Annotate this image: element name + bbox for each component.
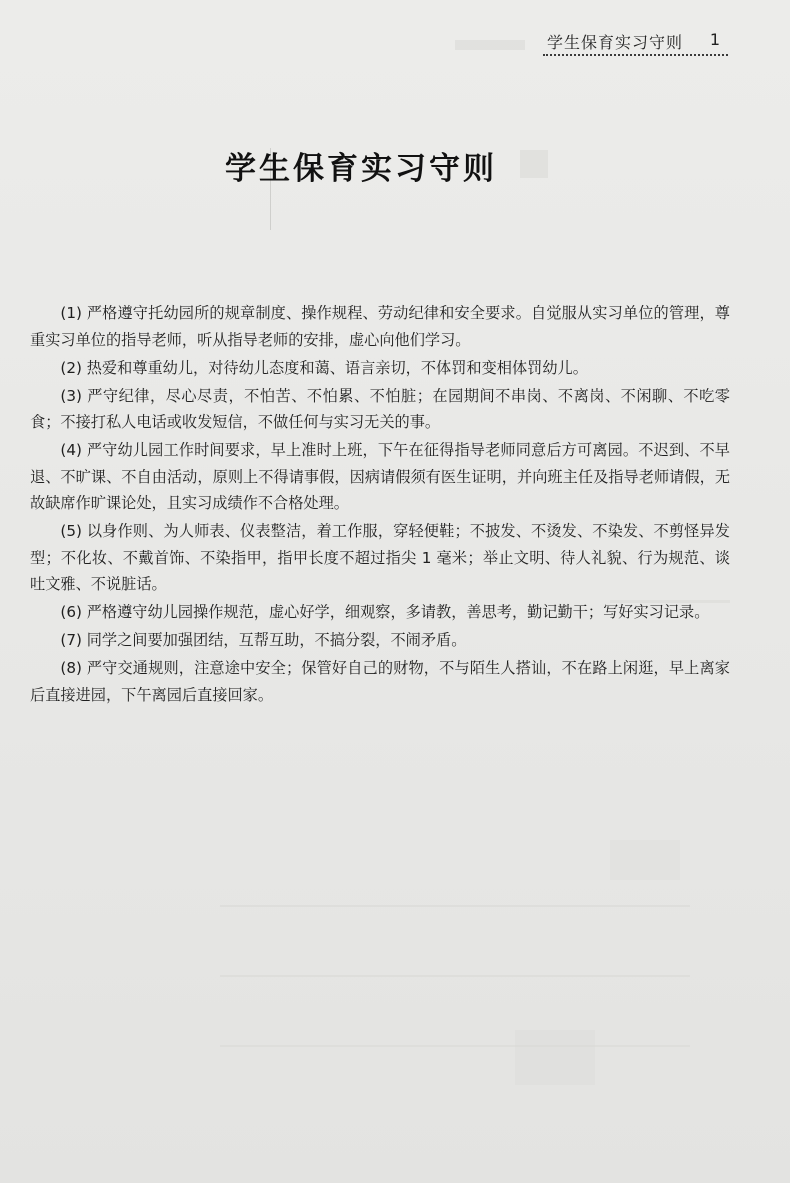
bleed-through-line xyxy=(220,975,690,977)
bleed-through-line xyxy=(220,905,690,907)
page-title-text: 学生保育实习守则 xyxy=(225,151,497,187)
bleed-through-line xyxy=(610,840,680,880)
bleed-through-line xyxy=(515,1030,595,1085)
rule-paragraph: (7) 同学之间要加强团结，互帮互助，不搞分裂，不闹矛盾。 xyxy=(60,631,467,649)
rule-paragraph: (2) 热爱和尊重幼儿，对待幼儿态度和蔼、语言亲切，不体罚和变相体罚幼儿。 xyxy=(60,358,588,377)
rule-paragraph: (8) 严守交通规则，注意途中安全；保管好自己的财物，不与陌生人搭讪，不在路上闲逛，早上离家后直接进园，下午离园后直接回家。 xyxy=(30,659,730,704)
rule-paragraph: (4) 严守幼儿园工作时间要求，早上准时上班，下午在征得指导老师同意后方可离园。不迟到、不早退、不旷课、不自由活动，原则上不得请事假，因病请假须有医生证明，并向班主任及指导老师请假，无故缺席作旷课论处，且实习成绩作不合格处理。 xyxy=(30,441,730,512)
page-title xyxy=(0,143,790,188)
bleed-through-line xyxy=(220,1045,690,1047)
page-number: 1 xyxy=(709,30,720,49)
rule-paragraph: (5) 以身作则、为人师表、仪表整洁，着工作服，穿轻便鞋；不披发、不烫发、不染发、不剪怪异发型；不化妆、不戴首饰、不染指甲，指甲长度不超过指尖 1 毫米；举止文明、待人礼貌、行为规范、谈吐文雅、不说脏话。 xyxy=(30,522,730,593)
rule-paragraph: (3) 严守纪律，尽心尽责，不怕苦、不怕累、不怕脏；在园期间不串岗、不离岗、不闲聊、不吃零食；不接打私人电话或收发短信，不做任何与实习无关的事。 xyxy=(30,386,730,431)
running-head xyxy=(543,26,728,56)
running-head-title: 学生保育实习守则 xyxy=(547,33,684,52)
rules-body xyxy=(30,300,730,710)
bleed-through-line xyxy=(455,40,525,50)
rule-paragraph: (1) 严格遵守托幼园所的规章制度、操作规程、劳动纪律和安全要求。自觉服从实习单位的管理，尊重实习单位的指导老师，听从指导老师的安排，虚心向他们学习。 xyxy=(30,304,730,349)
rule-paragraph: (6) 严格遵守幼儿园操作规范，虚心好学，细观察，多请教，善思考，勤记勤干；写好实习记录。 xyxy=(60,603,710,621)
